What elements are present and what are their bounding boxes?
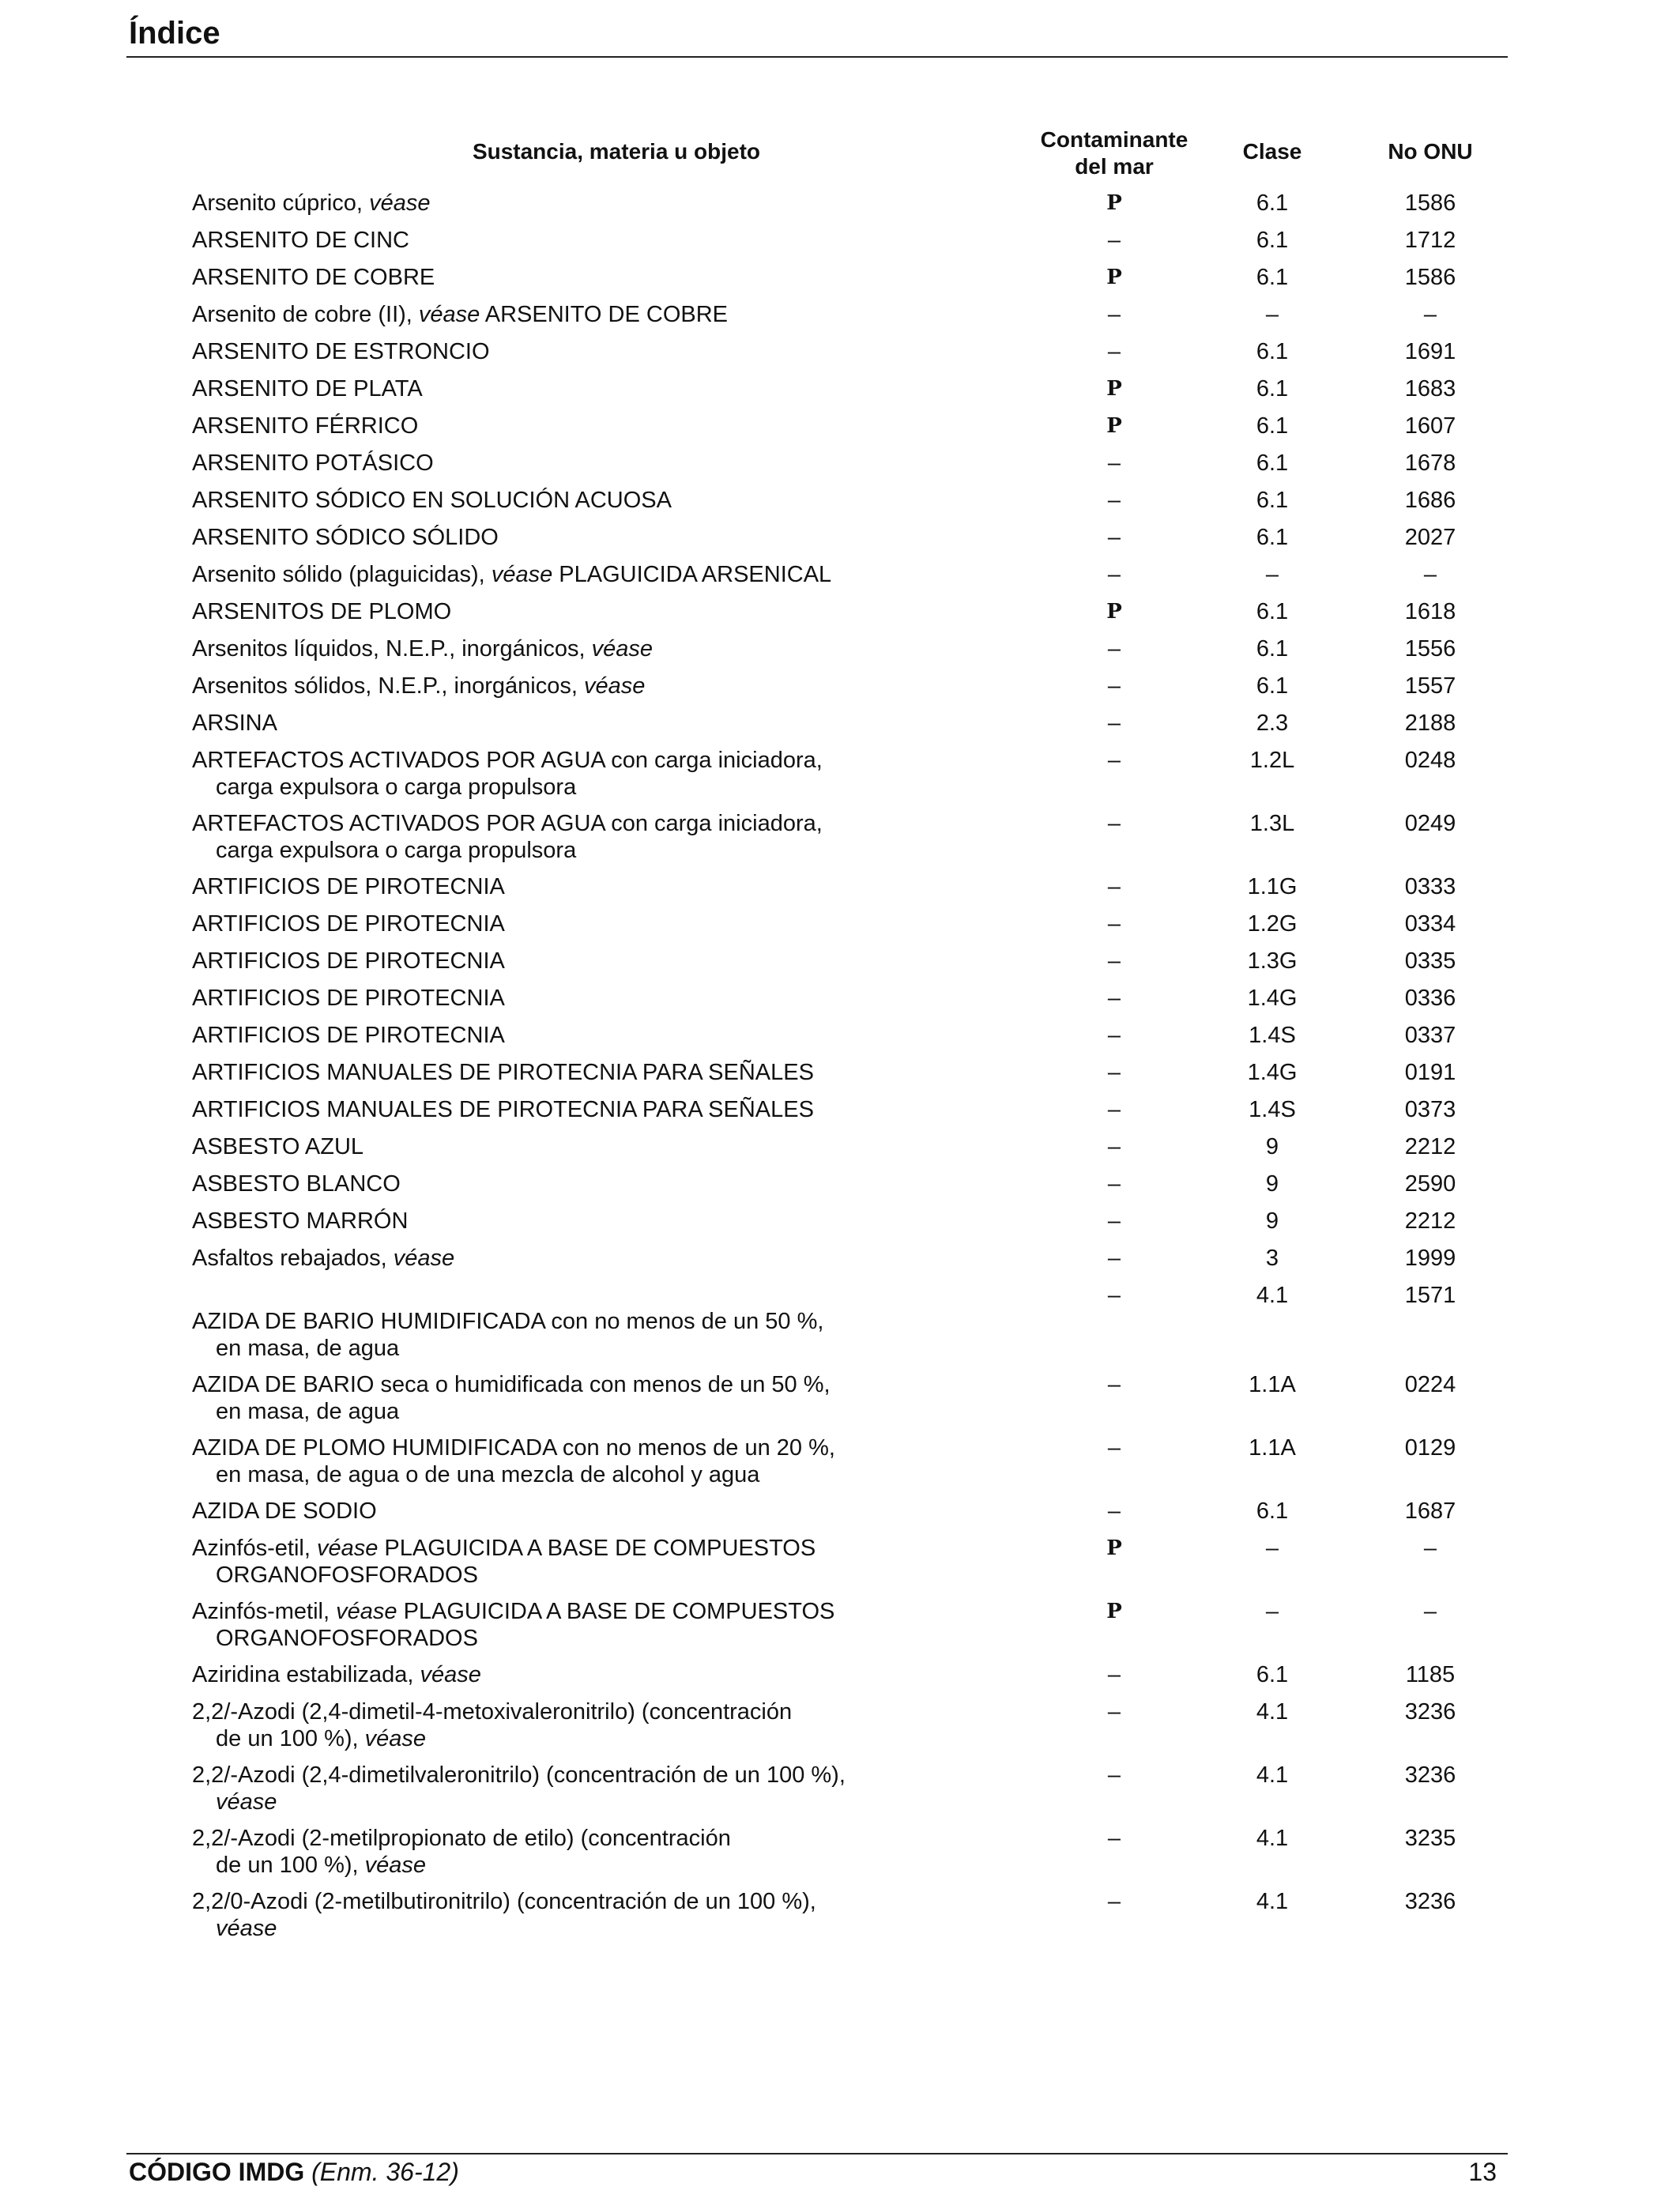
un-number-cell: 2590 — [1404, 1171, 1456, 1197]
continuation-text: en masa, de agua — [216, 1336, 400, 1361]
marine-pollutant-cell: – — [1107, 228, 1121, 253]
table-row — [0, 598, 1680, 635]
class-cell: 6.1 — [1256, 1662, 1289, 1687]
class-cell: – — [1265, 1536, 1279, 1561]
substance-cell — [192, 910, 872, 937]
marine-pollutant-cell: – — [1107, 1435, 1121, 1461]
table-row — [0, 1208, 1680, 1245]
un-number-cell: 1586 — [1404, 265, 1456, 290]
substance-name: 2,2/-Azodi (2,4-dimetil-4-metoxivaleronitrilo) (concentración — [192, 1699, 793, 1725]
substance-name: ARTIFICIOS DE PIROTECNIA — [192, 948, 505, 974]
column-header-un-number: No ONU — [1388, 139, 1473, 164]
substance-continuation — [192, 1625, 872, 1652]
un-number-cell: 1687 — [1404, 1498, 1456, 1524]
un-number-cell: 0333 — [1404, 874, 1456, 899]
substance-name: ARSENITO POTÁSICO — [192, 450, 434, 476]
substance-name: ARSENITO SÓDICO EN SOLUCIÓN ACUOSA — [192, 488, 672, 513]
marine-pollutant-cell: – — [1107, 1246, 1121, 1271]
see-reference: véase — [364, 1853, 427, 1878]
un-number-cell: 3236 — [1404, 1699, 1456, 1725]
table-header — [0, 126, 1680, 182]
footer-code — [129, 2156, 459, 2188]
substance-cell — [192, 1598, 872, 1652]
marine-pollutant-cell: – — [1107, 636, 1121, 662]
see-reference: véase — [369, 190, 431, 216]
substance-name: ARSINA — [192, 711, 277, 736]
table-row — [0, 227, 1680, 264]
marine-pollutant-cell: – — [1107, 1889, 1121, 1914]
substance-cell — [192, 1371, 872, 1425]
table-row — [0, 1888, 1680, 1951]
un-number-cell: 3236 — [1404, 1762, 1456, 1788]
substance-name: AZIDA DE SODIO — [192, 1498, 377, 1524]
marine-pollutant-cell: P — [1106, 266, 1122, 289]
table-row — [0, 1096, 1680, 1133]
marine-pollutant-cell: – — [1107, 1662, 1121, 1687]
un-number-cell: 2188 — [1404, 711, 1456, 736]
see-reference: véase — [591, 636, 654, 662]
substance-cell — [192, 487, 872, 514]
class-cell: 3 — [1265, 1246, 1279, 1271]
substance-continuation — [192, 774, 872, 801]
substance-name: ARTIFICIOS DE PIROTECNIA — [192, 1023, 505, 1048]
table-row — [0, 1762, 1680, 1825]
substance-name: ARTEFACTOS ACTIVADOS POR AGUA con carga iniciadora, — [192, 811, 823, 836]
un-number-cell: – — [1423, 1599, 1437, 1624]
marine-pollutant-cell: – — [1107, 986, 1121, 1011]
table-row — [0, 873, 1680, 910]
substance-cell — [192, 524, 872, 551]
table-row — [0, 1498, 1680, 1535]
substance-name: ARSENITO DE COBRE — [192, 265, 435, 290]
un-number-cell: 2212 — [1404, 1208, 1456, 1234]
marine-pollutant-cell: – — [1107, 1134, 1121, 1159]
class-cell: 1.1G — [1247, 874, 1298, 899]
substance-cell — [192, 1171, 872, 1197]
class-cell: 6.1 — [1256, 1498, 1289, 1524]
class-cell: 1.2G — [1247, 911, 1298, 937]
class-cell: 6.1 — [1256, 190, 1289, 216]
table-row — [0, 301, 1680, 338]
substance-name: ARTIFICIOS MANUALES DE PIROTECNIA PARA SEÑALES — [192, 1097, 814, 1122]
column-header-marine-pollutant — [1035, 126, 1193, 180]
marine-pollutant-cell: – — [1107, 1097, 1121, 1122]
table-row — [0, 375, 1680, 413]
see-reference: véase — [336, 1599, 397, 1624]
un-number-cell: 0373 — [1404, 1097, 1456, 1122]
table-row — [0, 1825, 1680, 1888]
substance-name: Azinfós-metil, — [192, 1599, 330, 1624]
footer-rule — [126, 2153, 1508, 2154]
un-number-cell: 1618 — [1404, 599, 1456, 624]
un-number-cell: 0334 — [1404, 911, 1456, 937]
substance-name: ARSENITO SÓDICO SÓLIDO — [192, 525, 499, 550]
substance-name: ARTIFICIOS DE PIROTECNIA — [192, 986, 505, 1011]
marine-pollutant-cell: – — [1107, 1208, 1121, 1234]
substance-name: AZIDA DE BARIO HUMIDIFICADA con no menos de un 50 %, — [192, 1309, 824, 1334]
table-row — [0, 1371, 1680, 1434]
un-number-cell: 0337 — [1404, 1023, 1456, 1048]
table-row — [0, 1171, 1680, 1208]
marine-pollutant-cell: – — [1107, 1283, 1121, 1308]
un-number-cell: 0224 — [1404, 1372, 1456, 1397]
class-cell: 6.1 — [1256, 376, 1289, 401]
table-row — [0, 264, 1680, 301]
class-cell: 6.1 — [1256, 339, 1289, 364]
index-table-body — [0, 190, 1680, 1951]
substance-cell — [192, 948, 872, 974]
class-cell: 6.1 — [1256, 525, 1289, 550]
table-row — [0, 985, 1680, 1022]
substance-cell — [192, 1661, 872, 1688]
see-target: PLAGUICIDA A BASE DE COMPUESTOS — [384, 1536, 816, 1561]
class-cell: 1.1A — [1249, 1435, 1296, 1461]
substance-continuation — [192, 1562, 872, 1589]
column-header-marine-line2: del mar — [1075, 154, 1154, 179]
substance-cell — [192, 673, 872, 699]
table-row — [0, 487, 1680, 524]
table-row — [0, 910, 1680, 948]
table-row — [0, 635, 1680, 673]
marine-pollutant-cell: – — [1107, 1060, 1121, 1085]
substance-name: Azinfós-etil, — [192, 1536, 311, 1561]
table-row — [0, 413, 1680, 450]
class-cell: 4.1 — [1256, 1699, 1289, 1725]
marine-pollutant-cell: – — [1107, 748, 1121, 773]
substance-cell — [192, 1535, 872, 1589]
substance-name: ARTEFACTOS ACTIVADOS POR AGUA con carga iniciadora, — [192, 748, 823, 773]
continuation-text: carga expulsora o carga propulsora — [216, 838, 577, 863]
table-row — [0, 1133, 1680, 1171]
class-cell: 6.1 — [1256, 228, 1289, 253]
substance-cell — [192, 1825, 872, 1879]
table-row — [0, 1598, 1680, 1661]
substance-name: ARTIFICIOS DE PIROTECNIA — [192, 911, 505, 937]
substance-cell — [192, 450, 872, 477]
table-row — [0, 810, 1680, 873]
substance-cell — [192, 985, 872, 1012]
column-header-class: Clase — [1242, 139, 1302, 164]
see-target: PLAGUICIDA ARSENICAL — [559, 562, 832, 587]
un-number-cell: 1686 — [1404, 488, 1456, 513]
un-number-cell: – — [1423, 1536, 1437, 1561]
substance-name: AZIDA DE PLOMO HUMIDIFICADA con no menos de un 20 %, — [192, 1435, 835, 1461]
continuation-text: en masa, de agua — [216, 1399, 400, 1424]
marine-pollutant-cell: – — [1107, 1699, 1121, 1725]
substance-name: ASBESTO MARRÓN — [192, 1208, 409, 1234]
substance-continuation — [192, 1915, 872, 1942]
class-cell: 9 — [1265, 1134, 1279, 1159]
substance-name: 2,2/-Azodi (2,4-dimetilvaleronitrilo) (concentración de un 100 %), — [192, 1762, 846, 1788]
substance-cell — [192, 598, 872, 625]
see-reference: véase — [393, 1246, 455, 1271]
class-cell: – — [1265, 562, 1279, 587]
un-number-cell: 2027 — [1404, 525, 1456, 550]
substance-name: Arsenito cúprico, — [192, 190, 363, 216]
class-cell: 9 — [1265, 1171, 1279, 1197]
un-number-cell: 2212 — [1404, 1134, 1456, 1159]
marine-pollutant-cell: – — [1107, 488, 1121, 513]
substance-name: ARSENITO DE CINC — [192, 228, 410, 253]
un-number-cell: 0248 — [1404, 748, 1456, 773]
substance-name: Arsenitos líquidos, N.E.P., inorgánicos, — [192, 636, 586, 662]
table-row — [0, 561, 1680, 598]
substance-continuation — [192, 1789, 872, 1815]
un-number-cell: 1556 — [1404, 636, 1456, 662]
un-number-cell: 0129 — [1404, 1435, 1456, 1461]
marine-pollutant-cell: P — [1106, 377, 1122, 401]
substance-cell — [192, 1096, 872, 1123]
marine-pollutant-cell: – — [1107, 562, 1121, 587]
substance-cell — [192, 635, 872, 662]
substance-continuation — [192, 1335, 872, 1362]
continuation-text: en masa, de agua o de una mezcla de alcohol y agua — [216, 1462, 760, 1487]
marine-pollutant-cell: – — [1107, 339, 1121, 364]
substance-name: ARSENITO DE ESTRONCIO — [192, 339, 490, 364]
see-reference: véase — [491, 562, 553, 587]
class-cell: 4.1 — [1256, 1826, 1289, 1851]
substance-name: ARSENITOS DE PLOMO — [192, 599, 452, 624]
marine-pollutant-cell: – — [1107, 711, 1121, 736]
substance-cell — [192, 375, 872, 402]
substance-name: Arsenitos sólidos, N.E.P., inorgánicos, — [192, 673, 578, 699]
table-row — [0, 1022, 1680, 1059]
class-cell: 1.4G — [1247, 986, 1298, 1011]
substance-name: ASBESTO AZUL — [192, 1134, 364, 1159]
substance-name: ASBESTO BLANCO — [192, 1171, 401, 1197]
marine-pollutant-cell: P — [1106, 1600, 1122, 1623]
class-cell: – — [1265, 302, 1279, 327]
see-reference: véase — [216, 1916, 277, 1941]
class-cell: 6.1 — [1256, 413, 1289, 439]
substance-continuation — [192, 837, 872, 864]
class-cell: 1.4S — [1249, 1097, 1296, 1122]
marine-pollutant-cell: – — [1107, 302, 1121, 327]
page-title: Índice — [129, 16, 220, 51]
table-row — [0, 948, 1680, 985]
substance-name: AZIDA DE BARIO seca o humidificada con menos de un 50 %, — [192, 1372, 831, 1397]
continuation-text: ORGANOFOSFORADOS — [216, 1626, 478, 1651]
class-cell: 6.1 — [1256, 673, 1289, 699]
marine-pollutant-cell: P — [1106, 600, 1122, 624]
see-reference: véase — [583, 673, 646, 699]
substance-cell — [192, 338, 872, 365]
class-cell: 9 — [1265, 1208, 1279, 1234]
substance-continuation — [192, 1725, 872, 1752]
marine-pollutant-cell: – — [1107, 673, 1121, 699]
substance-continuation — [192, 1398, 872, 1425]
table-row — [0, 1535, 1680, 1598]
un-number-cell: – — [1423, 562, 1437, 587]
table-row — [0, 450, 1680, 487]
continuation-text: de un 100 %), — [216, 1726, 359, 1751]
class-cell: – — [1265, 1599, 1279, 1624]
substance-cell — [192, 301, 872, 328]
substance-cell — [192, 1022, 872, 1049]
substance-name: ARSENITO DE PLATA — [192, 376, 423, 401]
un-number-cell: 0191 — [1404, 1060, 1456, 1085]
class-cell: 6.1 — [1256, 450, 1289, 476]
un-number-cell: 0336 — [1404, 986, 1456, 1011]
marine-pollutant-cell: – — [1107, 450, 1121, 476]
table-row — [0, 190, 1680, 227]
un-number-cell: 1691 — [1404, 339, 1456, 364]
see-reference: véase — [216, 1789, 277, 1815]
table-row — [0, 524, 1680, 561]
table-row — [0, 673, 1680, 710]
substance-cell — [192, 413, 872, 439]
substance-cell — [192, 710, 872, 737]
footer-edition: (Enm. 36-12) — [311, 2158, 459, 2186]
substance-cell — [192, 561, 872, 588]
substance-cell — [192, 873, 872, 900]
class-cell: 1.1A — [1249, 1372, 1296, 1397]
marine-pollutant-cell: – — [1107, 811, 1121, 836]
table-row — [0, 1698, 1680, 1762]
un-number-cell: 1999 — [1404, 1246, 1456, 1271]
table-row — [0, 1308, 1680, 1371]
un-number-cell: 1586 — [1404, 190, 1456, 216]
footer-title: CÓDIGO IMDG — [129, 2158, 305, 2186]
class-cell: 4.1 — [1256, 1762, 1289, 1788]
substance-cell — [192, 747, 872, 801]
substance-name: 2,2/0-Azodi (2-metilbutironitrilo) (concentración de un 100 %), — [192, 1889, 816, 1914]
class-cell: 1.3G — [1247, 948, 1298, 974]
table-row — [0, 747, 1680, 810]
un-number-cell: 3236 — [1404, 1889, 1456, 1914]
un-number-cell: – — [1423, 302, 1437, 327]
class-cell: 6.1 — [1256, 636, 1289, 662]
marine-pollutant-cell: P — [1106, 1536, 1122, 1560]
substance-cell — [192, 1208, 872, 1235]
un-number-cell: 1683 — [1404, 376, 1456, 401]
un-number-cell: 0249 — [1404, 811, 1456, 836]
un-number-cell: 1607 — [1404, 413, 1456, 439]
see-target: ARSENITO DE COBRE — [484, 302, 729, 327]
marine-pollutant-cell: – — [1107, 874, 1121, 899]
substance-cell — [192, 1245, 872, 1272]
substance-continuation — [192, 1852, 872, 1879]
substance-name: 2,2/-Azodi (2-metilpropionato de etilo) (concentración — [192, 1826, 731, 1851]
class-cell: 4.1 — [1256, 1889, 1289, 1914]
substance-cell — [192, 1762, 872, 1815]
substance-name: Asfaltos rebajados, — [192, 1246, 387, 1271]
un-number-cell: 1678 — [1404, 450, 1456, 476]
class-cell: 1.4S — [1249, 1023, 1296, 1048]
substance-name: ARSENITO FÉRRICO — [192, 413, 419, 439]
table-row — [0, 1059, 1680, 1096]
table-row — [0, 710, 1680, 747]
see-reference: véase — [364, 1726, 427, 1751]
substance-cell — [192, 1059, 872, 1086]
un-number-cell: 3235 — [1404, 1826, 1456, 1851]
marine-pollutant-cell: – — [1107, 1762, 1121, 1788]
marine-pollutant-cell: – — [1107, 525, 1121, 550]
header-rule — [126, 56, 1508, 58]
un-number-cell: 1712 — [1404, 228, 1456, 253]
substance-cell — [192, 1888, 872, 1942]
table-row — [0, 338, 1680, 375]
marine-pollutant-cell: – — [1107, 948, 1121, 974]
substance-name: ARTIFICIOS MANUALES DE PIROTECNIA PARA SEÑALES — [192, 1060, 814, 1085]
marine-pollutant-cell: – — [1107, 911, 1121, 937]
substance-name: Arsenito sólido (plaguicidas), — [192, 562, 485, 587]
substance-cell — [192, 810, 872, 864]
marine-pollutant-cell: – — [1107, 1023, 1121, 1048]
substance-name: Aziridina estabilizada, — [192, 1662, 414, 1687]
marine-pollutant-cell: – — [1107, 1372, 1121, 1397]
class-cell: 1.3L — [1249, 811, 1295, 836]
marine-pollutant-cell: – — [1107, 1498, 1121, 1524]
class-cell: 4.1 — [1256, 1283, 1289, 1308]
table-row — [0, 1434, 1680, 1498]
continuation-text: de un 100 %), — [216, 1853, 359, 1878]
marine-pollutant-cell: – — [1107, 1171, 1121, 1197]
class-cell: 6.1 — [1256, 488, 1289, 513]
un-number-cell: 0335 — [1404, 948, 1456, 974]
class-cell: 6.1 — [1256, 599, 1289, 624]
substance-cell — [192, 1498, 872, 1525]
class-cell: 1.2L — [1249, 748, 1295, 773]
un-number-cell: 1571 — [1404, 1283, 1456, 1308]
class-cell: 2.3 — [1256, 711, 1289, 736]
marine-pollutant-cell: P — [1106, 414, 1122, 438]
column-header-substance: Sustancia, materia u objeto — [472, 139, 761, 164]
substance-cell — [192, 227, 872, 254]
un-number-cell: 1185 — [1405, 1662, 1456, 1687]
un-number-cell: 1557 — [1404, 673, 1456, 699]
continuation-text: ORGANOFOSFORADOS — [216, 1563, 478, 1588]
substance-name: Arsenito de cobre (II), — [192, 302, 412, 327]
marine-pollutant-cell: P — [1106, 191, 1122, 215]
see-reference: véase — [418, 302, 480, 327]
substance-continuation — [192, 1461, 872, 1488]
class-cell: 6.1 — [1256, 265, 1289, 290]
substance-cell — [192, 1308, 872, 1362]
substance-name: ARTIFICIOS DE PIROTECNIA — [192, 874, 505, 899]
substance-cell — [192, 1434, 872, 1488]
substance-cell — [192, 190, 872, 217]
marine-pollutant-cell: – — [1107, 1826, 1121, 1851]
table-row — [0, 1245, 1680, 1282]
see-target: PLAGUICIDA A BASE DE COMPUESTOS — [403, 1599, 835, 1624]
table-row — [0, 1282, 1680, 1308]
class-cell: 1.4G — [1247, 1060, 1298, 1085]
continuation-text: carga expulsora o carga propulsora — [216, 775, 577, 800]
substance-cell — [192, 1133, 872, 1160]
substance-cell — [192, 264, 872, 291]
column-header-marine-line1: Contaminante — [1040, 127, 1188, 152]
page-number: 13 — [1468, 2158, 1497, 2186]
see-reference: véase — [420, 1662, 481, 1687]
see-reference: véase — [316, 1536, 379, 1561]
substance-cell — [192, 1698, 872, 1752]
table-row — [0, 1661, 1680, 1698]
